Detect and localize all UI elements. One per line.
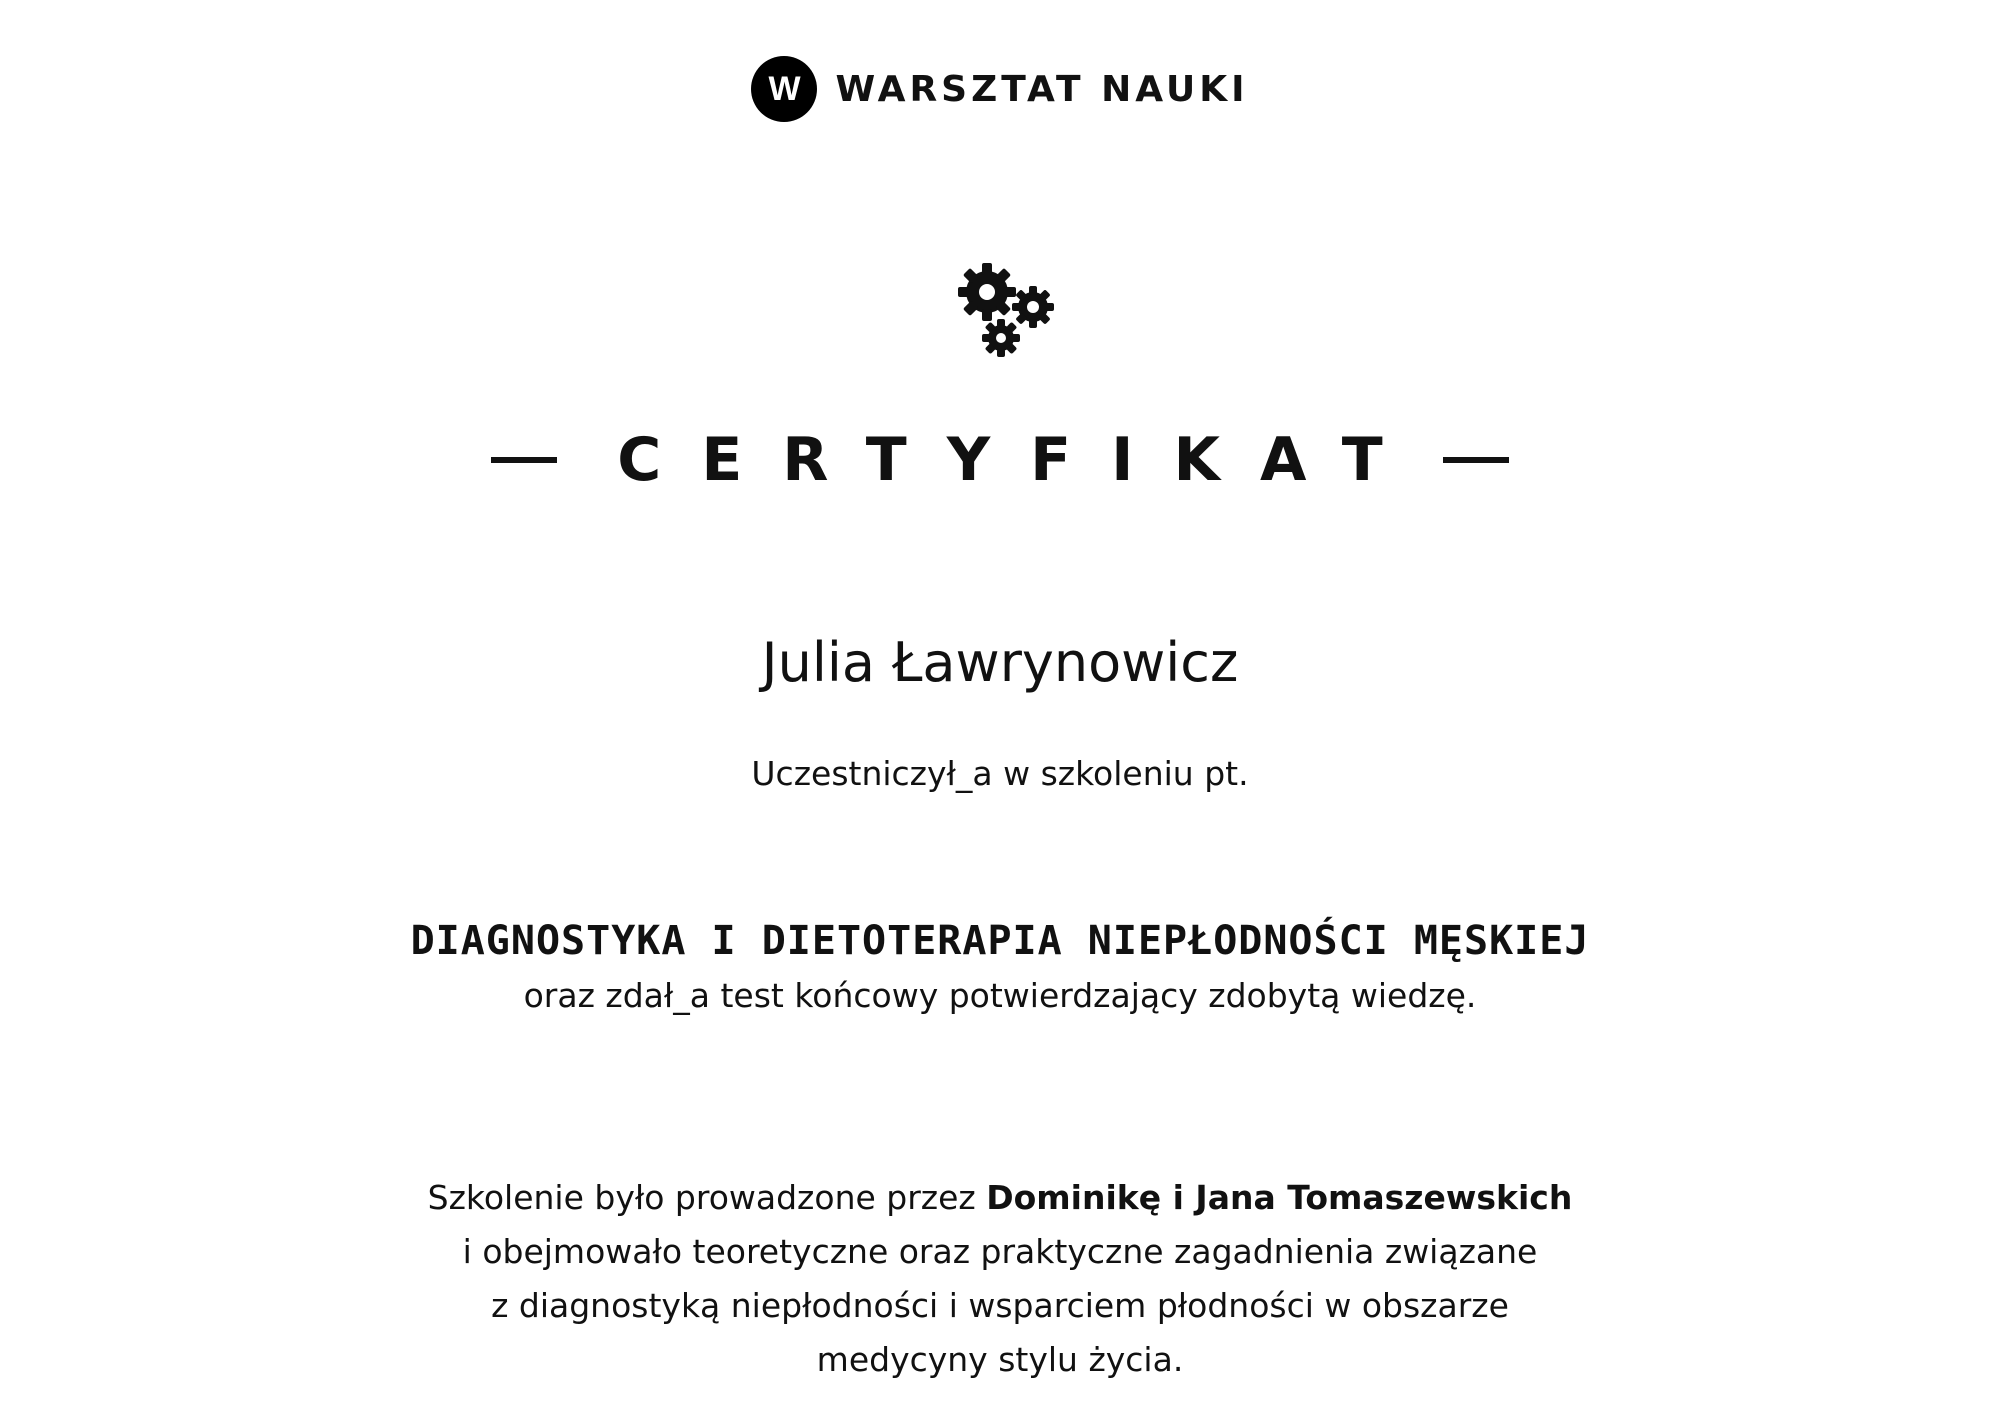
- description-line-4: medycyny stylu życia.: [816, 1340, 1184, 1379]
- recipient-name: Julia Ławrynowicz: [761, 631, 1239, 694]
- description-line-1: [0, 1171, 2000, 1225]
- brand-header: [0, 54, 2000, 124]
- description-line-3: z diagnostyką niepłodności i wsparciem płodności w obszarze: [491, 1286, 1509, 1325]
- participation-text: Uczestniczył_a w szkoleniu pt.: [751, 754, 1249, 793]
- certificate-title-row: [0, 420, 2000, 500]
- brand-logo-letter: W: [768, 69, 801, 108]
- passed-text: oraz zdał_a test końcowy potwierdzający zdobytą wiedzę.: [523, 976, 1477, 1015]
- course-description: [0, 1171, 2000, 1387]
- instructors-name: Dominikę i Jana Tomaszewskich: [986, 1178, 1573, 1217]
- course-title: DIAGNOSTYKA I DIETOTERAPIA NIEPŁODNOŚCI MĘSKIEJ: [410, 918, 1590, 964]
- title-dash-right: [1443, 457, 1509, 463]
- title-dash-left: [491, 457, 557, 463]
- description-intro: Szkolenie było prowadzone przez: [427, 1178, 987, 1217]
- gears-icon: [955, 260, 1065, 360]
- brand-logo: [751, 56, 817, 122]
- brand-name: WARSZTAT NAUKI: [835, 68, 1249, 110]
- description-line-2: i obejmowało teoretyczne oraz praktyczne zagadnienia związane: [462, 1232, 1538, 1271]
- certificate-title: CERTYFIKAT: [617, 425, 1423, 495]
